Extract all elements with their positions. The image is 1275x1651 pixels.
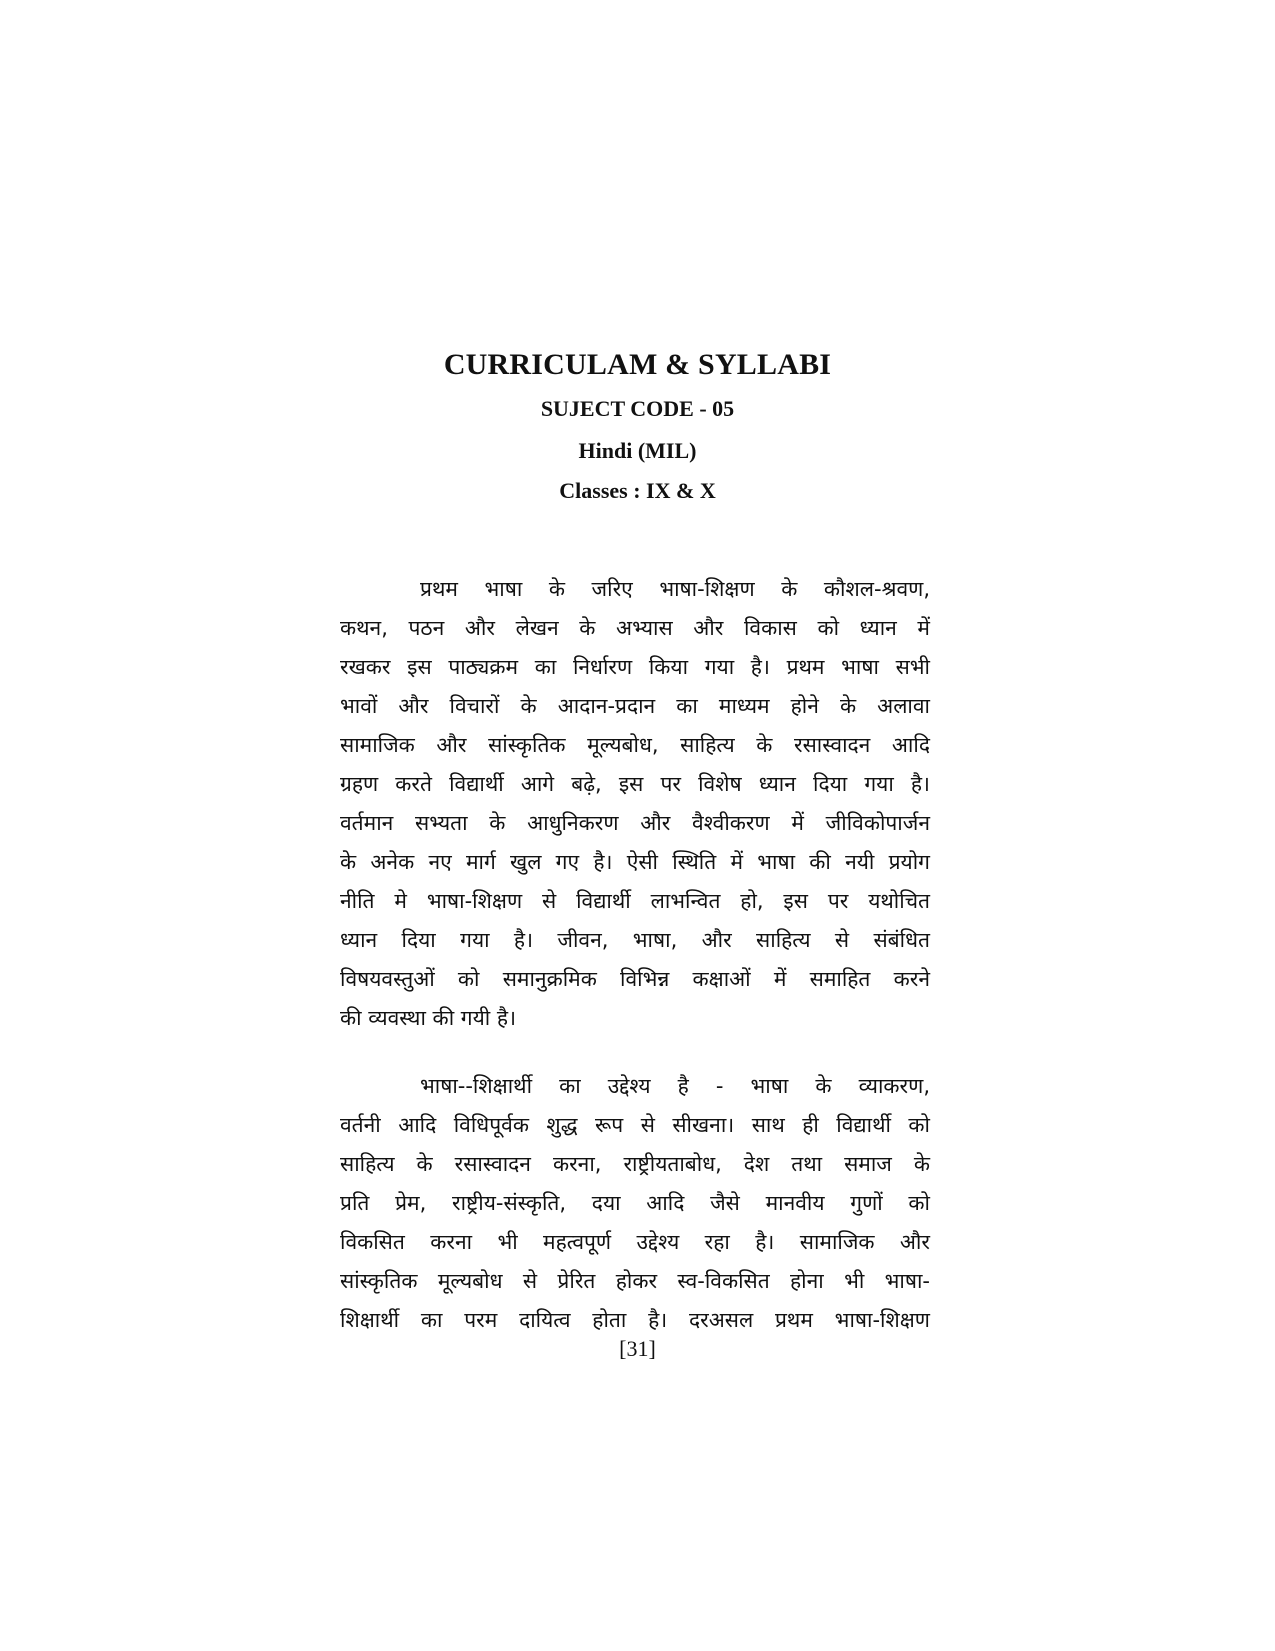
classes-label: Classes : IX & X <box>559 478 716 503</box>
subject-code: SUJECT CODE - 05 <box>540 396 735 421</box>
text-line: कथन, पठन और लेखन के अभ्यास और विकास को ध्यान में <box>340 616 930 640</box>
subject-name: Hindi (MIL) <box>578 438 697 463</box>
text-line: ग्रहण करते विद्यार्थी आगे बढ़े, इस पर विशेष ध्यान दिया गया है। <box>340 772 930 796</box>
text-line: शिक्षार्थी का परम दायित्व होता है। दरअसल प्रथम भाषा-शिक्षण <box>340 1308 930 1332</box>
text-line: वर्तमान सभ्यता के आधुनिकरण और वैश्वीकरण में जीविकोपार्जन <box>340 811 930 835</box>
text-line: रखकर इस पाठ्यक्रम का निर्धारण किया गया है। प्रथम भाषा सभी <box>340 655 930 679</box>
text-line: सांस्कृतिक मूल्यबोध से प्रेरित होकर स्व-विकसित होना भी भाषा- <box>340 1269 930 1293</box>
text-line: प्रति प्रेम, राष्ट्रीय-संस्कृति, दया आदि जैसे मानवीय गुणों को <box>340 1191 930 1215</box>
text-line: साहित्य के रसास्वादन करना, राष्ट्रीयताबोध, देश तथा समाज के <box>340 1152 930 1176</box>
text-line: विकसित करना भी महत्वपूर्ण उद्देश्य रहा है। सामाजिक और <box>340 1230 930 1254</box>
text-line: सामाजिक और सांस्कृतिक मूल्यबोध, साहित्य के रसास्वादन आदि <box>340 733 930 757</box>
text-line: प्रथम भाषा के जरिए भाषा-शिक्षण के कौशल-श्रवण, <box>420 577 930 601</box>
document-title: CURRICULAM & SYLLABI <box>443 348 832 381</box>
text-line: वर्तनी आदि विधिपूर्वक शुद्ध रूप से सीखना। साथ ही विद्यार्थी को <box>340 1113 930 1137</box>
text-line: की व्यवस्था की गयी है। <box>340 1006 517 1030</box>
text-line: नीति मे भाषा-शिक्षण से विद्यार्थी लाभन्वित हो, इस पर यथोचित <box>340 889 930 913</box>
text-line: भाषा--शिक्षार्थी का उद्देश्य है - भाषा के व्याकरण, <box>420 1074 930 1098</box>
paragraph-1 <box>340 570 930 1038</box>
text-line: ध्यान दिया गया है। जीवन, भाषा, और साहित्य से संबंधित <box>340 928 930 952</box>
text-line: भावों और विचारों के आदान-प्रदान का माध्यम होने के अलावा <box>340 694 930 718</box>
paragraph-2 <box>340 1067 930 1340</box>
text-line: विषयवस्तुओं को समानुक्रमिक विभिन्न कक्षाओं में समाहित करने <box>340 967 930 991</box>
page-number: [31] <box>619 1336 656 1361</box>
text-line: के अनेक नए मार्ग खुल गए है। ऐसी स्थिति में भाषा की नयी प्रयोग <box>340 850 930 874</box>
